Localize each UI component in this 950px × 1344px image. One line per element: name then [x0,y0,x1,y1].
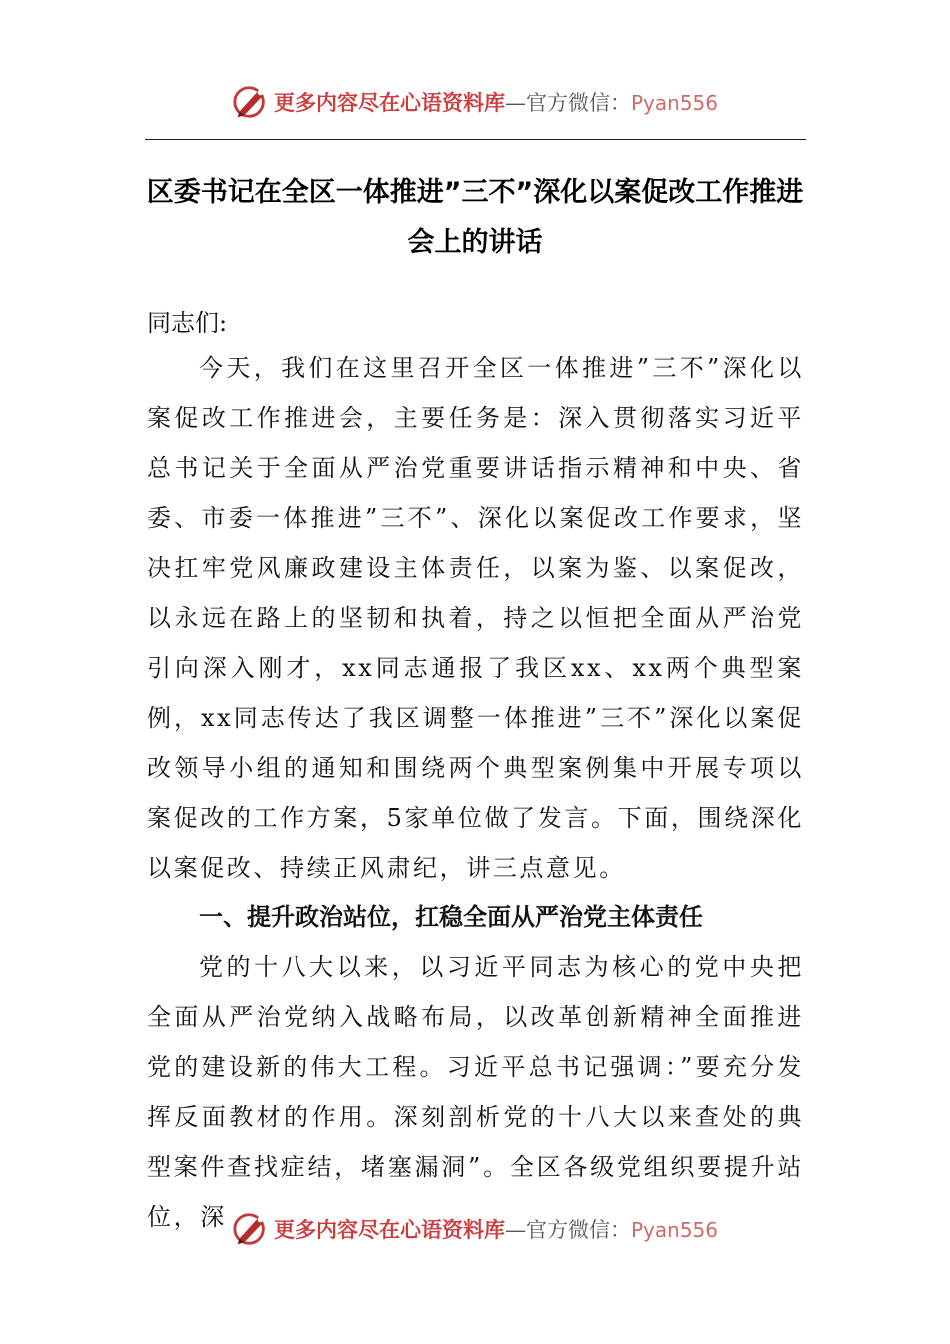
banner-main-text: 更多内容尽在心语资料库 [273,1217,505,1242]
title-line-1: 区委书记在全区一体推进”三不”深化以案促改工作推进 [146,177,804,208]
pen-nib-logo-icon [232,83,270,121]
header-divider [145,139,806,140]
banner-wechat-id: Pyan556 [630,1218,718,1242]
section-heading-1: 一、提升政治站位，扛稳全面从严治党主体责任 [199,903,703,931]
footer-watermark-banner [0,1207,950,1251]
banner-wechat-label: 官方微信： [525,91,631,115]
banner-main-text: 更多内容尽在心语资料库 [273,90,505,115]
title-line-2: 会上的讲话 [407,227,543,258]
paragraph-intro: 今天，我们在这里召开全区一体推进”三不”深化以案促改工作推进会，主要任务是：深入贯彻落实习近平总书记关于全面从严治党重要讲话指示精神和中央、省委、市委一体推进”三不”、深化以案促改工作要求，坚决扛牢党风廉政建设主体责任，以案为鉴、以案促改，以永远在路上的坚韧和执着，持之以恒把全面从严治党引向深入刚才，xx同志通报了我区xx、xx两个典型案例，xx同志传达了我区调整一体推进”三不”深化以案促改领导小组的通知和围绕两个典型案例集中开展专项以案促改的工作方案，5家单位做了发言。下面，围绕深化以案促改、持续正风肃纪，讲三点意见。 [147,354,804,882]
header-watermark-banner [0,80,950,124]
banner-wechat-label: 官方微信： [525,1218,631,1242]
pen-nib-logo-icon [232,1210,270,1248]
paragraph-section-1: 党的十八大以来，以习近平同志为核心的党中央把全面从严治党纳入战略布局，以改革创新精神全面推进党的建设新的伟大工程。习近平总书记强调：”要充分发挥反面教材的作用。深刻剖析党的十八大以来查处的典型案件查找症结，堵塞漏洞”。全区各级党组织要提升站位，深 [147,953,804,1231]
banner-wechat-id: Pyan556 [630,91,718,115]
document-title [140,168,810,268]
banner-dash: — [504,1218,526,1242]
salutation: 同志们: [147,309,228,337]
banner-dash: — [504,91,526,115]
